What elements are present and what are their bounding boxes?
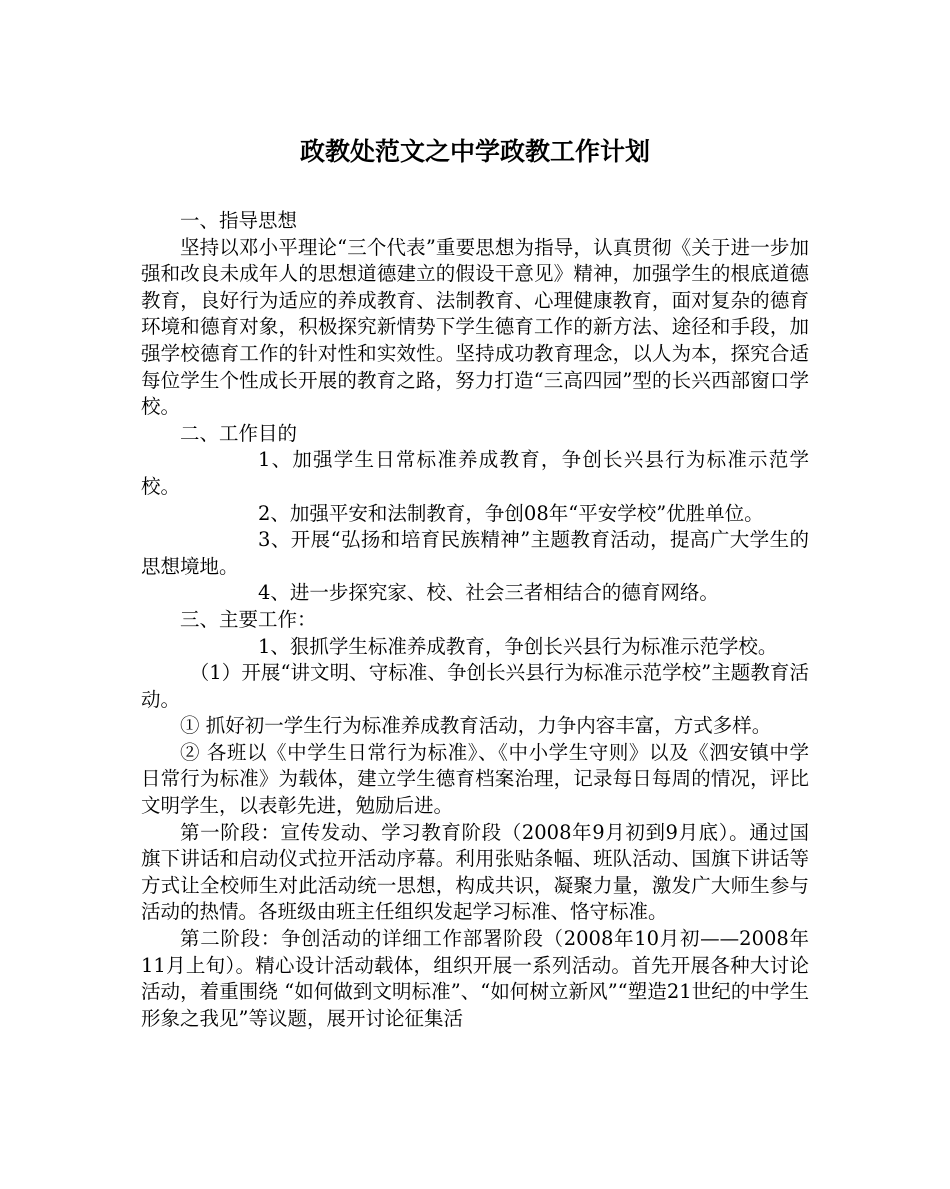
body-paragraph: 二、工作目的 (180, 421, 298, 445)
body-paragraph: 4、进一步探究家、校、社会三者相结合的德育网络。 (258, 581, 719, 605)
body-paragraph: 1、狠抓学生标准养成教育，争创长兴县行为标准示范学校。 (258, 634, 778, 658)
body-paragraph: 1、加强学生日常标准养成教育，争创长兴县行为标准示范学校。 (141, 448, 809, 498)
body-paragraph: 2、加强平安和法制教育，争创08年“平安学校”优胜单位。 (258, 501, 764, 525)
body-paragraph: 三、主要工作： (180, 607, 317, 631)
body-paragraph: ② 各班以《中学生日常行为标准》、《中小学生守则》以及《泗安镇中学日常行为标准》为载体，建立学生德育档案治理，记录每日每周的情况，评比文明学生，以表彰先进，勉励后进。 (141, 740, 809, 818)
body-paragraph: （1）开展“讲文明、守标准、争创长兴县行为标准示范学校”主题教育活动。 (141, 661, 809, 711)
body-paragraph: 一、指导思想 (180, 209, 298, 232)
body-paragraph: 3、开展“弘扬和培育民族精神”主题教育活动，提高广大学生的思想境地。 (141, 528, 809, 578)
document-body (141, 208, 809, 1032)
body-paragraph: 坚持以邓小平理论“三个代表”重要思想为指导，认真贯彻《关于进一步加强和改良未成年人的思想道德建立的假设干意见》精神，加强学生的根底道德教育，良好行为适应的养成教育、法制教育、心理健康教育，面对复杂的德育环境和德育对象，积极探究新情势下学生德育工作的新方法、途径和手段，加强学校德育工作的针对性和实效性。坚持成功教育理念，以人为本，探究合适每位学生个性成长开展的教育之路，努力打造“三高四园”型的长兴西部窗口学校。 (141, 235, 809, 419)
body-paragraph: ① 抓好初一学生行为标准养成教育活动，力争内容丰富，方式多样。 (180, 714, 772, 738)
body-paragraph: 第一阶段：宣传发动、学习教育阶段（2008年9月初到9月底）。通过国旗下讲话和启动仪式拉开活动序幕。利用张贴条幅、班队活动、国旗下讲话等方式让全校师生对此活动统一思想，构成共识，凝聚力量，激发广大师生参与活动的热情。各班级由班主任组织发起学习标准、恪守标准。 (141, 820, 809, 924)
document-title: 政教处范文之中学政教工作计划 (299, 137, 650, 166)
body-paragraph: 第二阶段：争创活动的详细工作部署阶段（2008年10月初——2008年11月上旬）。精心设计活动载体，组织开展一系列活动。首先开展各种大讨论活动，着重围绕 “如何做到文明标准”、“如何树立新风”“塑造21世纪的中学生形象之我见”等议题，展开讨论征集活 (141, 927, 809, 1030)
